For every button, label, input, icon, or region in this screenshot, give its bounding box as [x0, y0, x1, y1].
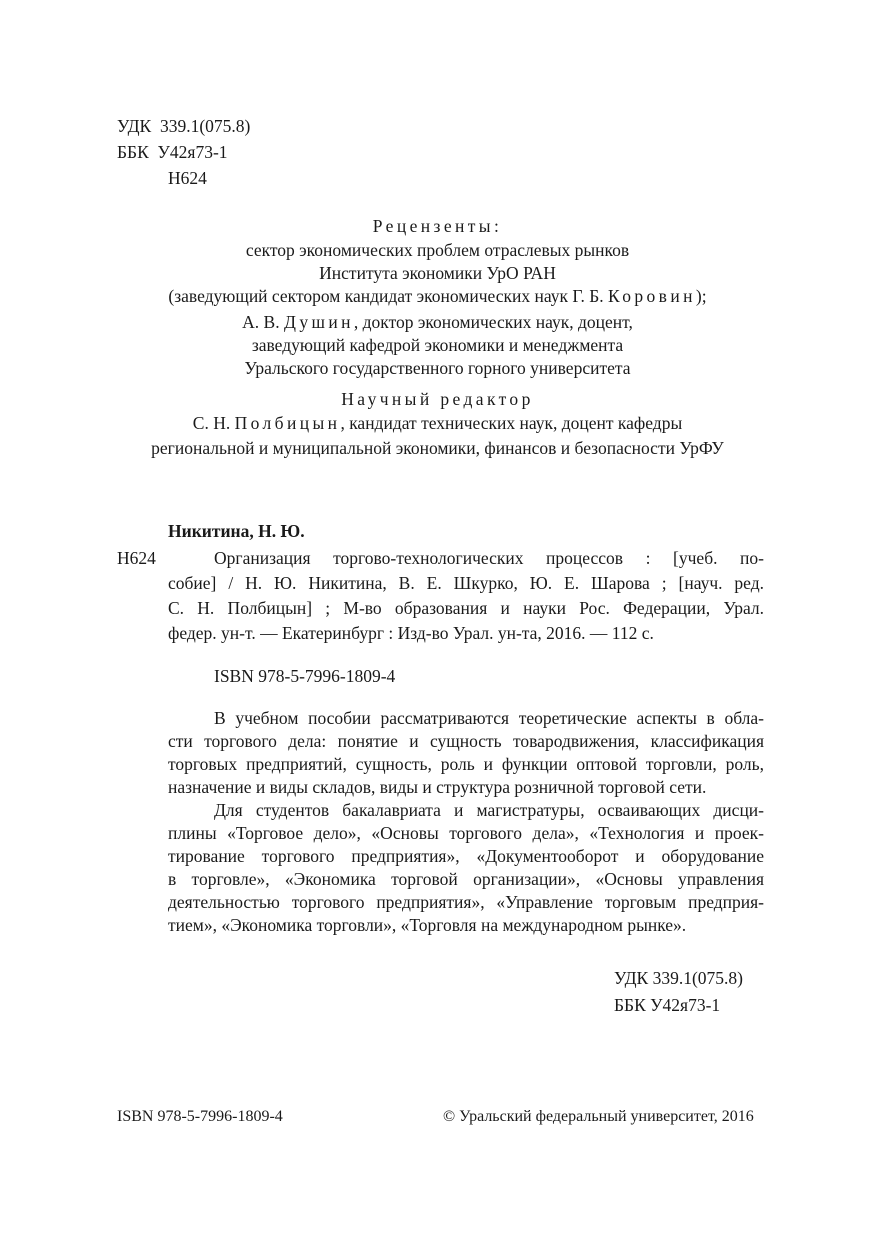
- editor-heading: Научный редактор: [341, 389, 534, 409]
- abstract-p1-line-1: В учебном пособии рассматриваются теоретические аспекты в обла-: [214, 708, 764, 728]
- abstract-p1-line-3: торговых предприятий, сущность, роль и функции оптовой торговли, роль,: [168, 754, 764, 774]
- reviewer-person-line1-rest: , доктор экономических наук, доцент,: [353, 312, 633, 332]
- reviewer-person-line2: заведующий кафедрой экономики и менеджмента: [251, 335, 624, 355]
- editor-initials: С. Н.: [192, 413, 235, 433]
- bib-sign: Н624: [117, 548, 156, 568]
- bottom-bbk: ББК У42я73-1: [614, 995, 721, 1015]
- reviewer-org-line1: сектор экономических проблем отраслевых рынков: [245, 240, 630, 260]
- udk-label: УДК: [117, 116, 152, 136]
- abstract-p2-line-4: в торговле», «Экономика торговой организации», «Основы управления: [168, 869, 764, 889]
- footer-isbn: ISBN 978-5-7996-1809-4: [117, 1108, 283, 1125]
- abstract-p2-line-1: Для студентов бакалавриата и магистратуры, осваивающих дисци-: [214, 800, 764, 820]
- bib-line-3: С. Н. Полбицын] ; М-во образования и науки Рос. Федерации, Урал.: [168, 598, 764, 618]
- editor-line1: [0, 411, 875, 435]
- bottom-udk: УДК 339.1(075.8): [614, 968, 744, 988]
- bbk-label: ББК: [117, 142, 149, 162]
- reviewer-org-line3: [0, 284, 875, 308]
- editor-name: Полбицын: [234, 413, 341, 433]
- reviewer-org-line3-pre: (заведующий сектором кандидат экономических наук Г. Б.: [168, 286, 609, 306]
- bib-line-1: Организация торгово-технологических процессов : [учеб. по-: [214, 548, 764, 568]
- bib-author: Никитина, Н. Ю.: [168, 521, 305, 541]
- abstract-p2-line-6: тием», «Экономика торговли», «Торговля на международном рынке».: [168, 915, 687, 935]
- udk-value: 339.1(075.8): [159, 116, 251, 136]
- bbk-line: [117, 140, 228, 164]
- reviewer-person-initials: А. В.: [242, 312, 284, 332]
- abstract-p1-line-4: назначение и виды складов, виды и структура розничной торговой сети.: [168, 777, 707, 797]
- abstract-p1-line-2: сти торгового дела: понятие и сущность товародвижения, классификация: [168, 731, 764, 751]
- bib-line-4: федер. ун-т. — Екатеринбург : Изд-во Урал. ун-та, 2016. — 112 с.: [168, 623, 654, 643]
- reviewer-org-line3-post: );: [695, 286, 707, 306]
- bib-isbn: ISBN 978-5-7996-1809-4: [214, 666, 396, 686]
- udk-line: [117, 114, 250, 138]
- reviewer-org-line2: Института экономики УрО РАН: [319, 263, 556, 283]
- reviewer-person-name: Душин: [283, 312, 354, 332]
- footer-copyright: © Уральский федеральный университет, 2016: [443, 1108, 754, 1125]
- reviewer-person-line3: Уральского государственного горного университета: [244, 358, 631, 378]
- reviewer-person-line1: [0, 310, 875, 334]
- abstract-p2-line-2: плины «Торговое дело», «Основы торгового дела», «Технология и проек-: [168, 823, 764, 843]
- reviewer-org-head-name: Коровин: [608, 286, 696, 306]
- editor-line2: региональной и муниципальной экономики, финансов и безопасности УрФУ: [151, 438, 724, 458]
- author-sign: Н624: [168, 168, 207, 188]
- bib-line-2: собие] / Н. Ю. Никитина, В. Е. Шкурко, Ю. Е. Шарова ; [науч. ред.: [168, 573, 764, 593]
- editor-line1-rest: , кандидат технических наук, доцент кафедры: [340, 413, 683, 433]
- reviewers-heading: Рецензенты:: [372, 216, 503, 236]
- bbk-value: У42я73-1: [157, 142, 228, 162]
- abstract-p2-line-5: деятельностью торгового предприятия», «Управление торговым предприя-: [168, 892, 764, 912]
- abstract-p2-line-3: тирование торгового предприятия», «Документооборот и оборудование: [168, 846, 764, 866]
